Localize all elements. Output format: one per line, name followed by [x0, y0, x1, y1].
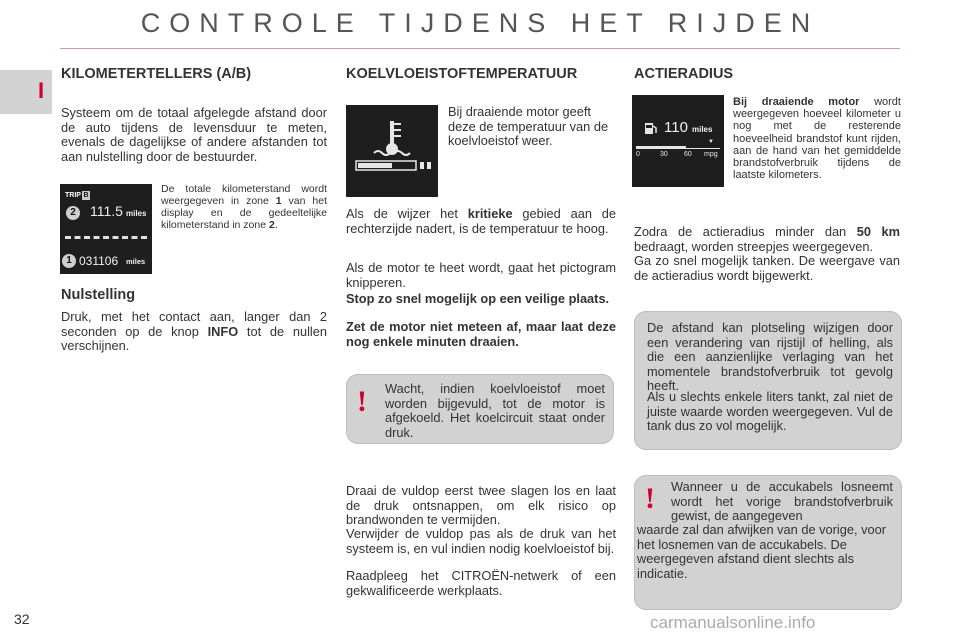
trip-unit: miles [126, 209, 147, 218]
scale-label-mpg: mpg [704, 151, 718, 158]
scale-label-30: 30 [660, 151, 668, 158]
range-info-text-2: Als u slechts enkele liters tankt, zal niet de juiste waarde worden weergegeven. Vul de tank dus zo vol mogelijk. [647, 389, 893, 433]
page-title: CONTROLE TIJDENS HET RIJDEN [140, 8, 820, 38]
chapter-tab [0, 70, 52, 114]
coolant-display [346, 105, 438, 197]
coolant-idle-text: Zet de motor niet meteen af, maar laat deze nog enkele minuten draaien. [346, 319, 616, 349]
odometer-intro: Systeem om de totaal afgelegde afstand door de auto tijdens de levensduur te meten, evenals de dagelijkse of andere afstanden tot aan nulstelling door de bestuurder. [61, 105, 327, 164]
scale-marker-icon: ▼ [708, 139, 714, 145]
coolant-refill-text: Verwijder de vuldop pas als de druk van het systeem is, en vul indien nodig koelvloeistof bij. [346, 526, 616, 556]
reset-text: Druk, met het contact aan, langer dan 2 seconden op de knop INFO tot de nullen verschijnen. [61, 309, 327, 353]
coolant-dealer-text: Raadpleeg het CITROËN-netwerk of een gekwalificeerde werkplaats. [346, 568, 616, 598]
coolant-stop-text: Stop zo snel mogelijk op een veilige plaats. [346, 291, 610, 306]
scale-label-60: 60 [684, 151, 692, 158]
range-caption: Bij draaiende motor wordt weergegeven hoeveel kilometer u nog met de resterende hoeveelheid brandstof kunt rijden, aan de hand van het gemiddelde brandstofverbruik tijdens de laatste kilometers. [733, 96, 901, 182]
zone-divider [65, 236, 147, 239]
chapter-tab-letter: I [38, 78, 45, 103]
watermark: carmanualsonline.info [650, 613, 816, 632]
zone-1-marker: 1 [62, 254, 76, 268]
trip-value: 111.5 [90, 203, 123, 219]
economy-bar [636, 146, 686, 148]
coolant-warning-box [346, 374, 614, 444]
fuel-pump-icon [644, 121, 658, 135]
range-heading: ACTIERADIUS [634, 66, 734, 82]
range-value: 110 [664, 119, 688, 136]
range-info-text-1: De afstand kan plotseling wijzigen door een verandering van rijstijl of helling, als die een aanzienlijke verlaging van het momentele brandstofverbruik tot gevolg heeft. [647, 320, 893, 393]
battery-warning-box [634, 475, 902, 610]
coolant-warning-text: Wacht, indien koelvloeistof moet worden bijgevuld, tot de motor is afgekoeld. Het koelcircuit staat onder druk. [385, 381, 605, 440]
trip-badge: B [83, 192, 89, 199]
coolant-temperature-icon [346, 105, 438, 197]
reset-heading: Nulstelling [61, 287, 136, 303]
title-rule [60, 48, 900, 49]
odometer-heading: KILOMETERTELLERS (A/B) [61, 66, 252, 82]
odometer-unit: miles [126, 257, 146, 266]
odometer-caption: De totale kilometerstand wordt weergegeven in zone 1 van het display en de gedeeltelijke kilometerstand in zone 2. [161, 183, 327, 231]
warning-icon: ! [645, 482, 655, 515]
odometer-value: 031106 [79, 254, 119, 268]
battery-warning-text-a: Wanneer u de accukabels losneemt wordt het vorige brandstofverbruik gewist, de aangegeven [671, 479, 893, 523]
scale-label-0: 0 [636, 151, 640, 158]
coolant-heading: KOELVLOEISTOFTEMPERATUUR [346, 66, 578, 82]
coolant-critical-text: Als de wijzer het kritieke gebied aan de rechterzijde nadert, is de temperatuur te hoog. [346, 206, 616, 236]
zone-2-marker: 2 [66, 206, 80, 220]
economy-scale [636, 148, 720, 149]
coolant-caption: Bij draaiende motor geeft deze de temperatuur van de koelvloeistof weer. [448, 104, 609, 148]
odometer-display [60, 184, 152, 274]
range-display [632, 95, 724, 187]
range-unit: miles [692, 125, 713, 134]
range-refuel-text: Ga zo snel mogelijk tanken. De weergave van de actieradius wordt bijgewerkt. [634, 253, 900, 283]
battery-warning-text-b: waarde zal dan afwijken van de vorige, voor het losnemen van de accukabels. De weergegeven afstand dient slechts als indicatie. [637, 522, 886, 581]
trip-label: TRIP [65, 192, 81, 199]
page-number: 32 [14, 611, 30, 627]
warning-icon: ! [357, 385, 367, 418]
range-info-box [634, 311, 902, 450]
range-dashes-text: Zodra de actieradius minder dan 50 km bedraagt, worden streepjes weergegeven. [634, 224, 900, 254]
coolant-blink-text: Als de motor te heet wordt, gaat het pictogram knipperen. [346, 260, 616, 290]
coolant-cap-text: Draai de vuldop eerst twee slagen los en laat de druk ontsnappen, om elk risico op brandwonden te vermijden. [346, 483, 616, 527]
